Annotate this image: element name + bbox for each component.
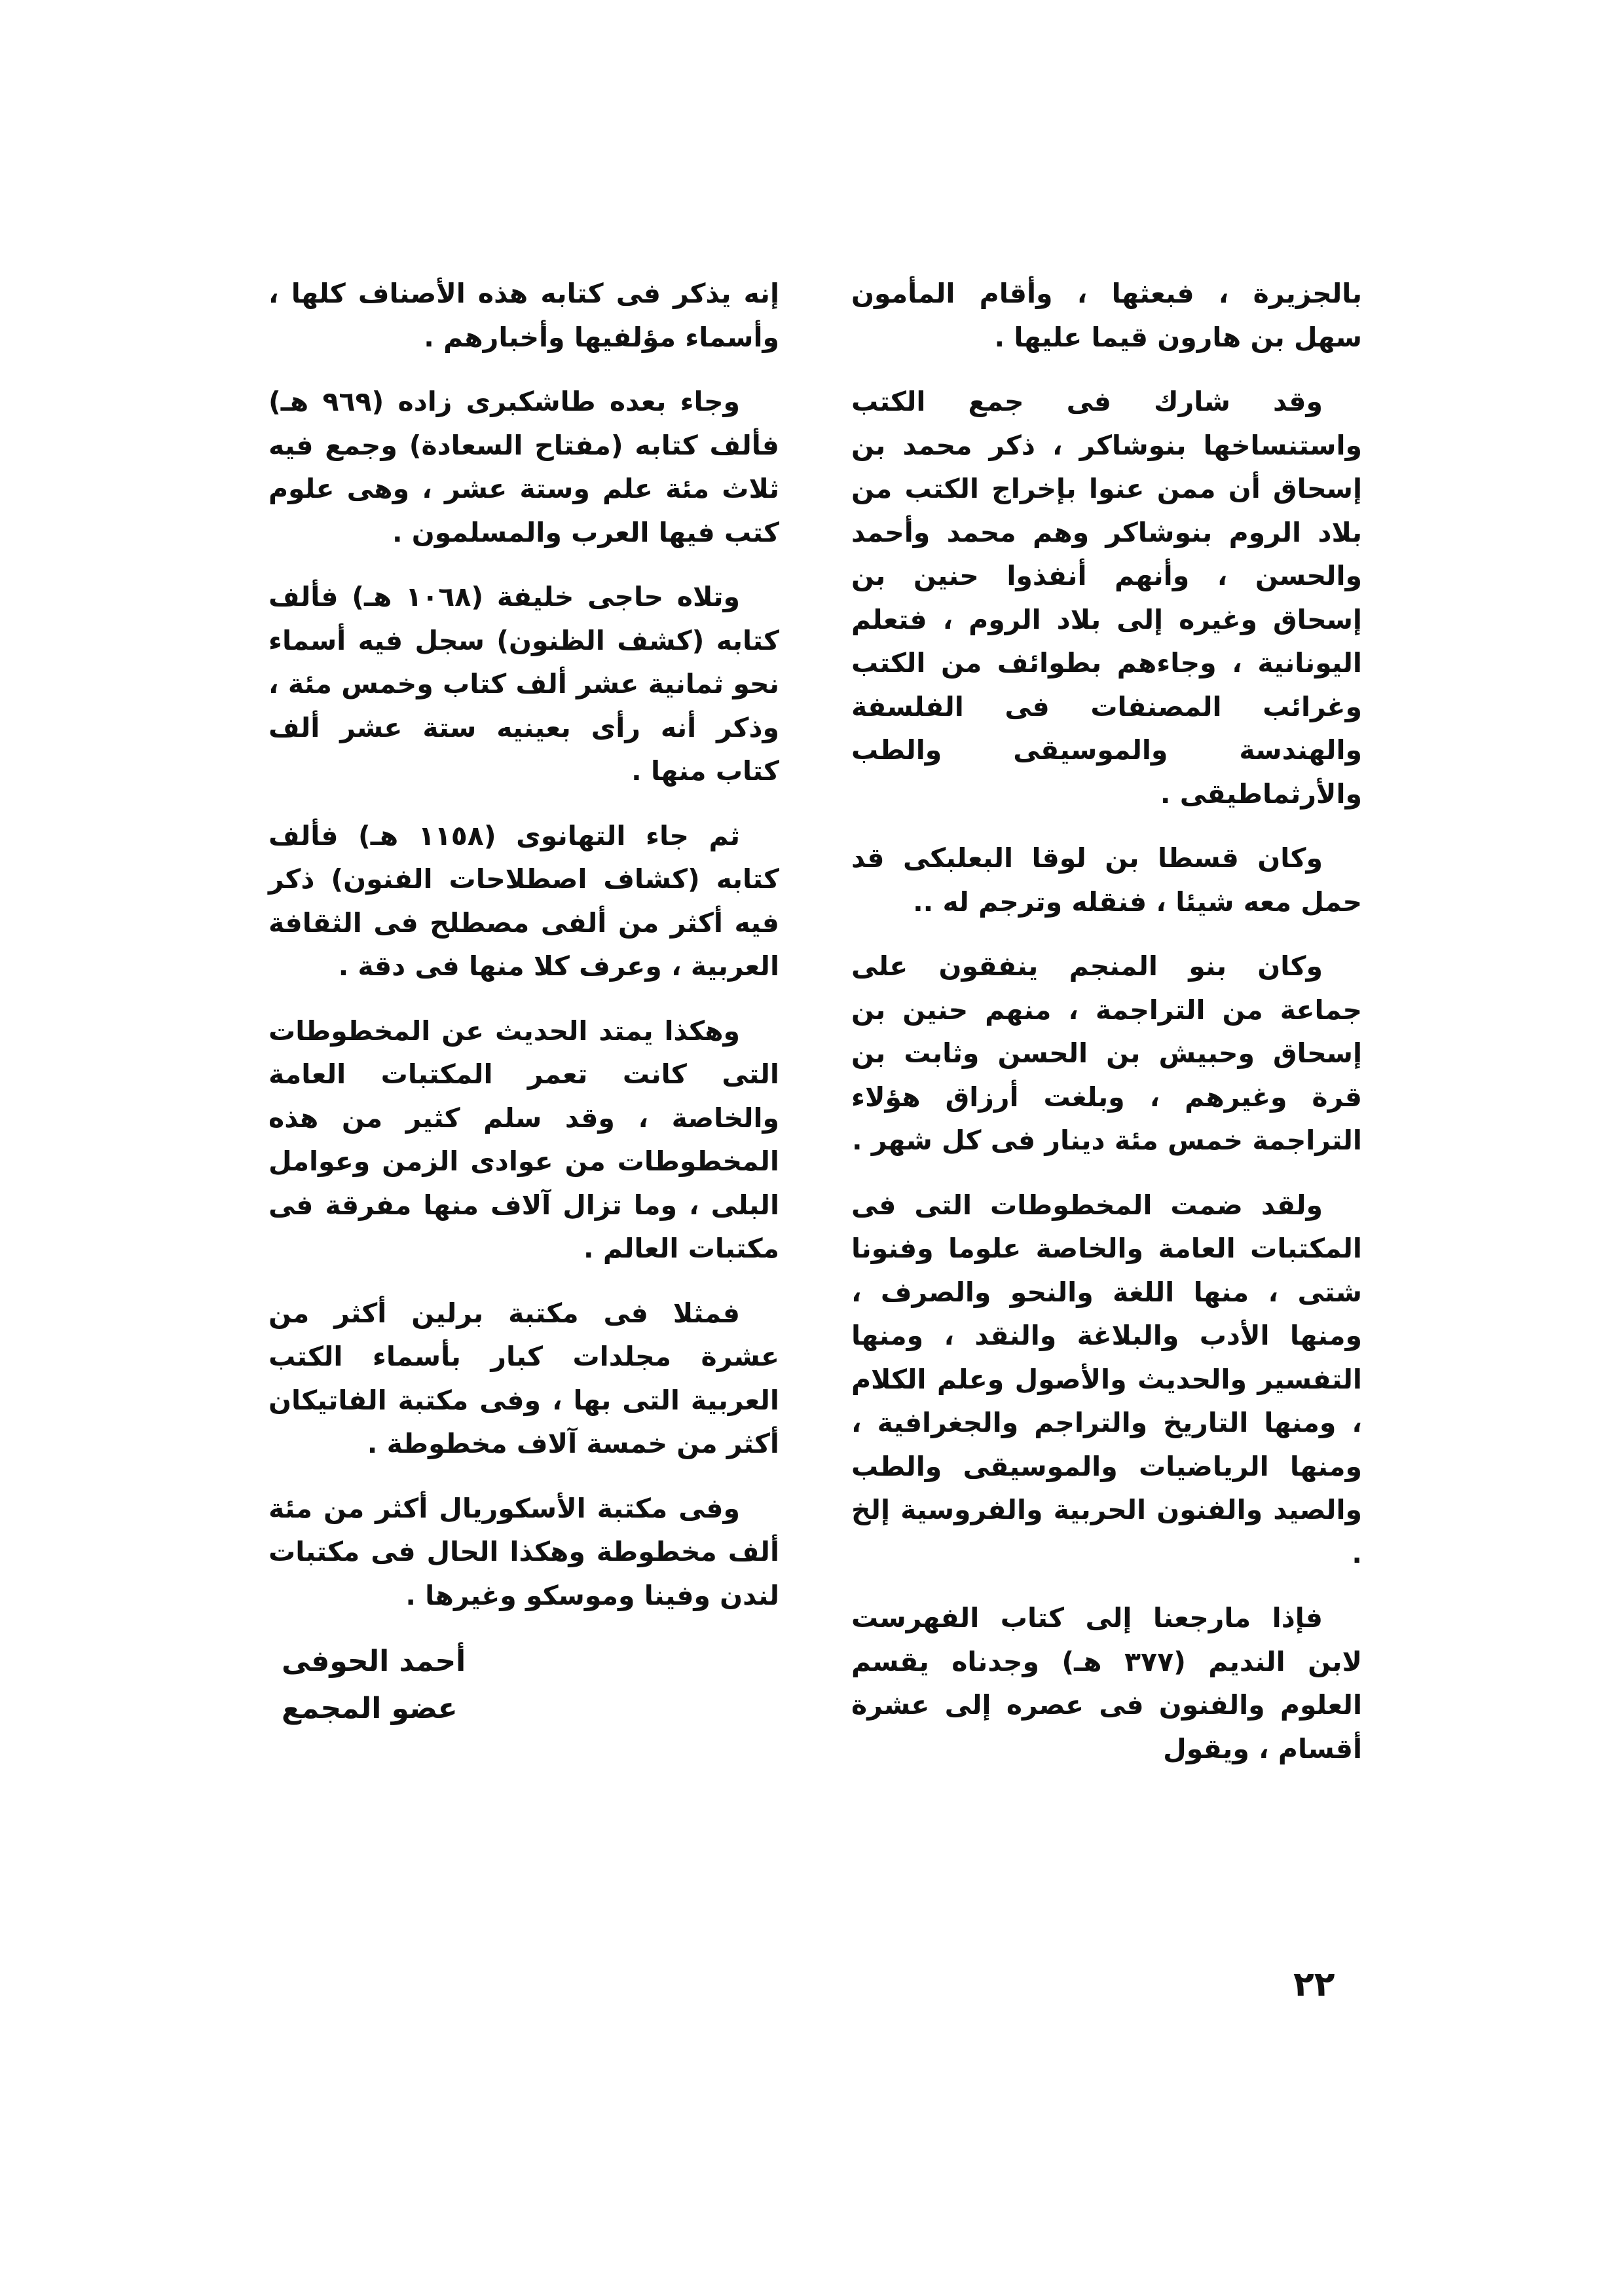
paragraph: وفى مكتبة الأسكوريال أكثر من مئة ألف مخطوطة وهكذا الحال فى مكتبات لندن وفينا وموسكو وغيرها .	[268, 1492, 779, 1611]
paragraph: ثم جاء التهانوى (١١٥٨ هـ) فألف كتابه (كشاف اصطلاحات الفنون) ذكر فيه أكثر من ألفى مصطلح فى الثقافة العربية ، وعرف كلا منها فى دقة .	[268, 819, 779, 982]
page-number: ٢٢	[1293, 1965, 1335, 2004]
paragraph: وكان قسطا بن لوقا البعلبكى قد حمل معه شيئا ، فنقله وترجم له ..	[851, 842, 1362, 918]
paragraph: فمثلا فى مكتبة برلين أكثر من عشرة مجلدات كبار بأسماء الكتب العربية التى بها ، وفى مكتبة الفاتيكان أكثر من خمسة آلاف مخطوطة .	[268, 1297, 779, 1459]
author-title: عضو المجمع	[282, 1692, 458, 1725]
paragraph: إنه يذكر فى كتابه هذه الأصناف كلها ، وأسماء مؤلفيها وأخبارهم .	[268, 278, 779, 353]
paragraph: وجاء بعده طاشكبرى زاده (٩٦٩ هـ) فألف كتابه (مفتاح السعادة) وجمع فيه ثلاث مئة علم وستة عشر ، وهى علوم كتب فيها العرب والمسلمون .	[268, 386, 779, 548]
paragraph: وهكذا يمتد الحديث عن المخطوطات التى كانت تعمر المكتبات العامة والخاصة ، وقد سلم كثير من هذه المخطوطات من عوادى الزمن وعوامل البلى ، وما تزال آلاف منها مفرقة فى مكتبات العالم .	[268, 1015, 779, 1264]
paragraph: وكان بنو المنجم ينفقون على جماعة من التراجمة ، منهم حنين بن إسحاق وحبيش بن الحسن وثابت بن قرة وغيرهم ، وبلغت أرزاق هؤلاء التراجمة خمس مئة دينار فى كل شهر .	[851, 950, 1362, 1156]
paragraph: ولقد ضمت المخطوطات التى فى المكتبات العامة والخاصة علوما وفنونا شتى ، منها اللغة والنحو والصرف ، ومنها الأدب والبلاغة والنقد ، ومنها التفسير والحديث والأصول وعلم الكلام ، ومنها التاريخ والتراجم والجغرافية ، ومنها الرياضيات والموسيقى والطب والصيد والفنون الحربية والفروسية إلخ .	[851, 1189, 1362, 1569]
paragraph: بالجزيرة ، فبعثها ، وأقام المأمون سهل بن هارون قيما عليها .	[851, 278, 1362, 353]
right-column	[851, 272, 1362, 1791]
author-name: أحمد الحوفى	[282, 1645, 466, 1678]
paragraph: وقد شارك فى جمع الكتب واستنساخها بنوشاكر ، ذكر محمد بن إسحاق أن ممن عنوا بإخراج الكتب من بلاد الروم بنوشاكر وهم محمد وأحمد والحسن ، وأنهم أنفذوا حنين بن إسحاق وغيره إلى بلاد الروم ، فتعلم اليونانية ، وجاءهم بطوائف من الكتب وغرائب المصنفات فى الفلسفة والهندسة والموسيقى والطب والأرثماطيقى .	[851, 386, 1362, 810]
left-column	[268, 272, 779, 1732]
paragraph: فإذا مارجعنا إلى كتاب الفهرست لابن النديم (٣٧٧ هـ) وجدناه يقسم العلوم والفنون فى عصره إلى عشرة أقسام ، ويقول	[851, 1602, 1362, 1764]
paragraph: وتلاه حاجى خليفة (١٠٦٨ هـ) فألف كتابه (كشف الظنون) سجل فيه أسماء نحو ثمانية عشر ألف كتاب وخمس مئة ، وذكر أنه رأى بعينيه ستة عشر ألف كتاب منها .	[268, 581, 779, 787]
signature	[268, 1638, 779, 1732]
